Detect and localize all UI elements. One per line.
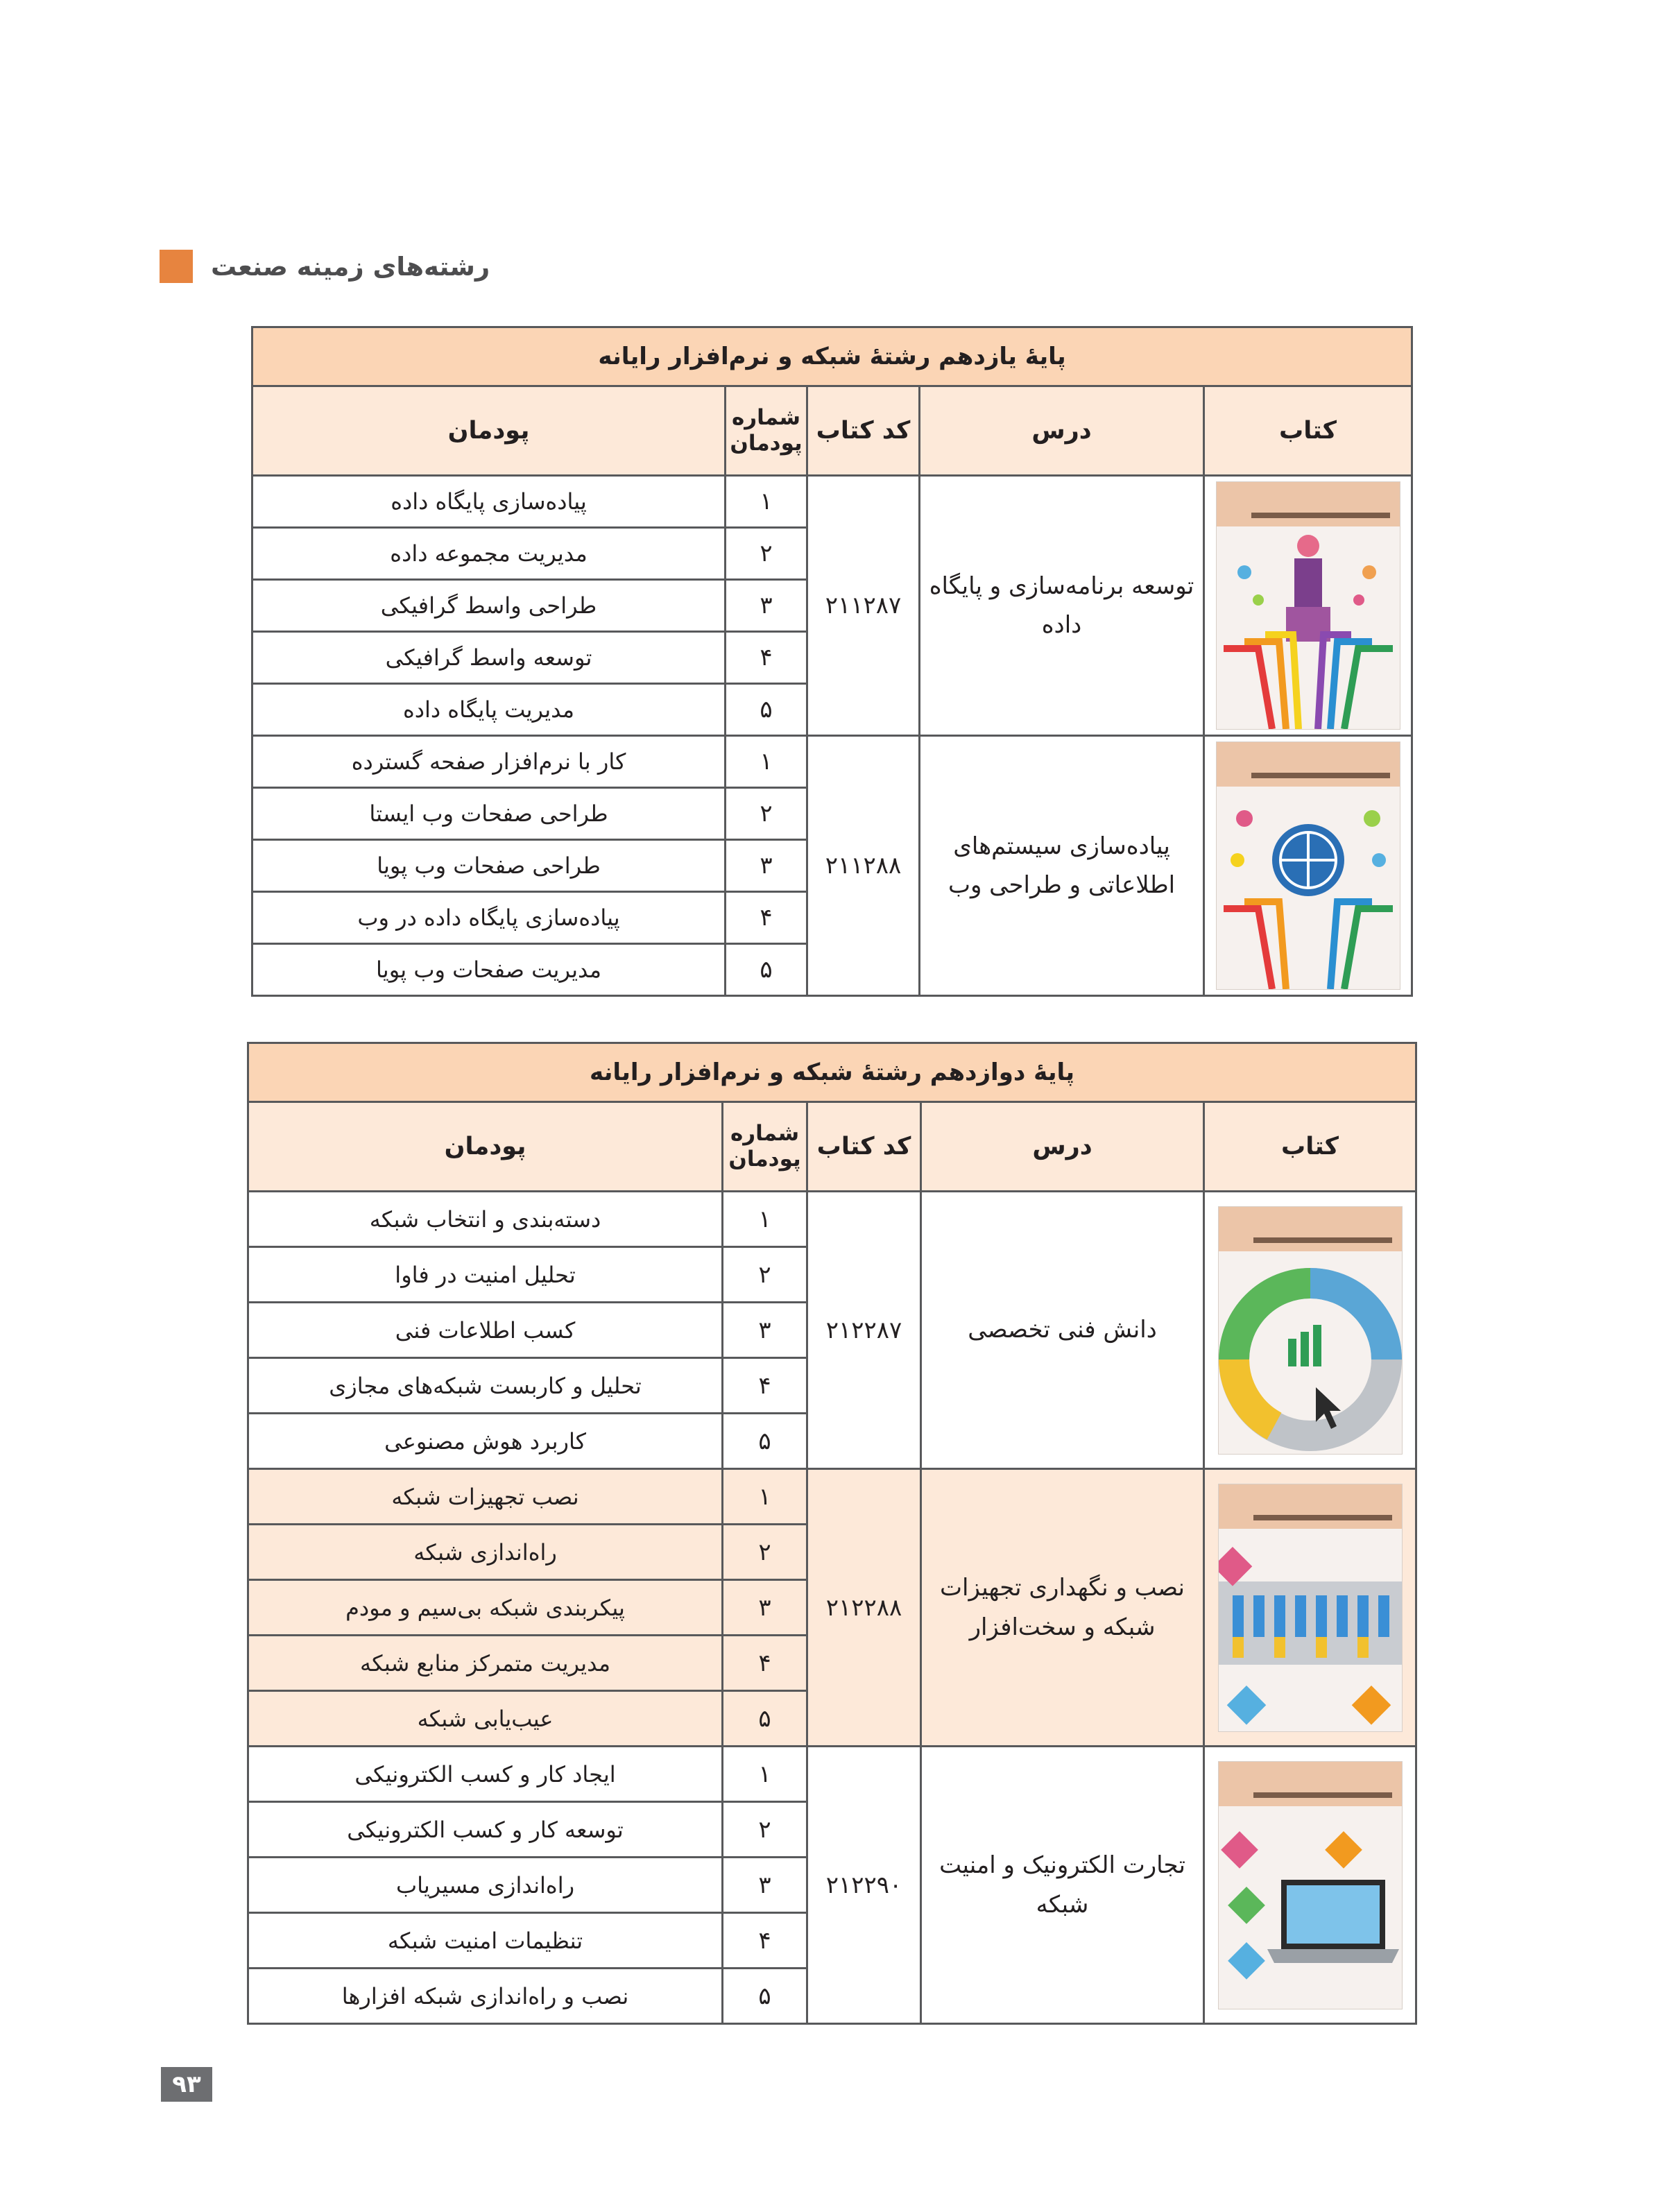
book-cover-cell [1204,1747,1416,2024]
header-module-number: شماره پودمان [726,386,807,476]
module-number: ۴ [726,892,807,944]
header-code: کد کتاب [807,386,920,476]
module-number: ۳ [723,1580,807,1636]
ecommerce-book-cover-icon [1218,1761,1403,2009]
module-name: نصب تجهیزات شبکه [248,1469,723,1525]
header-lesson: درس [920,386,1204,476]
module-name: راه‌اندازی شبکه [248,1525,723,1580]
lesson-name: نصب و نگهداری تجهیزات شبکه و سخت‌افزار [921,1469,1204,1747]
cycle-book-cover-icon [1218,1206,1403,1455]
module-number: ۵ [726,684,807,736]
module-name: مدیریت متمرکز منابع شبکه [248,1636,723,1691]
module-name: راه‌اندازی مسیریاب [248,1858,723,1913]
module-name: دسته‌بندی و انتخاب شبکه [248,1192,723,1247]
network-hardware-book-cover-icon [1218,1484,1403,1732]
module-name: پیکربندی شبکه بی‌سیم و مودم [248,1580,723,1636]
module-number: ۱ [726,736,807,788]
module-name: تحلیل امنیت در فاوا [248,1247,723,1303]
module-name: پیاده‌سازی پایگاه داده [252,476,726,528]
table-title: پایهٔ دوازدهم رشتهٔ شبکه و نرم‌افزار رایانه [248,1043,1416,1102]
header-code: کد کتاب [807,1102,921,1192]
book-cover-cell [1204,476,1412,736]
lesson-name: دانش فنی تخصصی [921,1192,1204,1469]
module-name: تحلیل و کاربست شبکه‌های مجازی [248,1358,723,1414]
module-name: کسب اطلاعات فنی [248,1303,723,1358]
module-number: ۲ [723,1247,807,1303]
lesson-name: پیاده‌سازی سیستم‌های اطلاعاتی و طراحی وب [920,736,1204,996]
module-number: ۴ [726,632,807,684]
header-accent-square [160,250,193,283]
module-number: ۲ [723,1525,807,1580]
module-number: ۳ [723,1858,807,1913]
header-module-number: شماره پودمان [723,1102,807,1192]
grade-11-table [251,326,1413,997]
web-book-cover-icon [1216,741,1400,990]
book-cover-cell [1204,1469,1416,1747]
header-book: کتاب [1204,386,1412,476]
book-code: ۲۱۲۲۸۷ [807,1192,921,1469]
book-code: ۲۱۲۲۹۰ [807,1747,921,2024]
module-name: کاربرد هوش مصنوعی [248,1414,723,1469]
module-number: ۴ [723,1913,807,1969]
module-number: ۳ [723,1303,807,1358]
table-title: پایهٔ یازدهم رشتهٔ شبکه و نرم‌افزار رایانه [252,327,1412,386]
module-name: ایجاد کار و کسب الکترونیکی [248,1747,723,1802]
module-name: مدیریت صفحات وب پویا [252,944,726,996]
page-number: ۹۳ [161,2067,212,2102]
lesson-name: توسعه برنامه‌سازی و پایگاه داده [920,476,1204,736]
module-number: ۲ [723,1802,807,1858]
header-book: کتاب [1204,1102,1416,1192]
book-code: ۲۱۱۲۸۸ [807,736,920,996]
module-number: ۱ [723,1747,807,1802]
database-book-cover-icon [1216,481,1400,730]
book-cover-cell [1204,1192,1416,1469]
module-name: نصب و راه‌اندازی شبکه افزارها [248,1969,723,2024]
module-number: ۲ [726,788,807,840]
module-name: مدیریت پایگاه داده [252,684,726,736]
lesson-name: تجارت الکترونیک و امنیت شبکه [921,1747,1204,2024]
module-number: ۵ [723,1969,807,2024]
header-lesson: درس [921,1102,1204,1192]
header-module: پودمان [248,1102,723,1192]
grade-12-table [247,1042,1417,2025]
module-name: توسعه واسط گرافیکی [252,632,726,684]
page-header [160,250,506,283]
module-number: ۳ [726,580,807,632]
module-number: ۲ [726,528,807,580]
module-name: توسعه کار و کسب الکترونیکی [248,1802,723,1858]
book-code: ۲۱۱۲۸۷ [807,476,920,736]
header-module: پودمان [252,386,726,476]
module-name: طراحی صفحات وب پویا [252,840,726,892]
module-number: ۵ [723,1691,807,1747]
module-name: پیاده‌سازی پایگاه داده در وب [252,892,726,944]
header-title: رشته‌های زمینه صنعت [211,251,490,282]
book-code: ۲۱۲۲۸۸ [807,1469,921,1747]
module-number: ۵ [723,1414,807,1469]
module-name: طراحی صفحات وب ایستا [252,788,726,840]
book-cover-cell [1204,736,1412,996]
module-number: ۵ [726,944,807,996]
module-number: ۱ [723,1192,807,1247]
module-name: مدیریت مجموعه داده [252,528,726,580]
module-number: ۳ [726,840,807,892]
module-number: ۴ [723,1636,807,1691]
module-name: تنظیمات امنیت شبکه [248,1913,723,1969]
module-number: ۱ [723,1469,807,1525]
module-number: ۱ [726,476,807,528]
module-name: عیب‌یابی شبکه [248,1691,723,1747]
module-name: طراحی واسط گرافیکی [252,580,726,632]
module-name: کار با نرم‌افزار صفحه گسترده [252,736,726,788]
module-number: ۴ [723,1358,807,1414]
